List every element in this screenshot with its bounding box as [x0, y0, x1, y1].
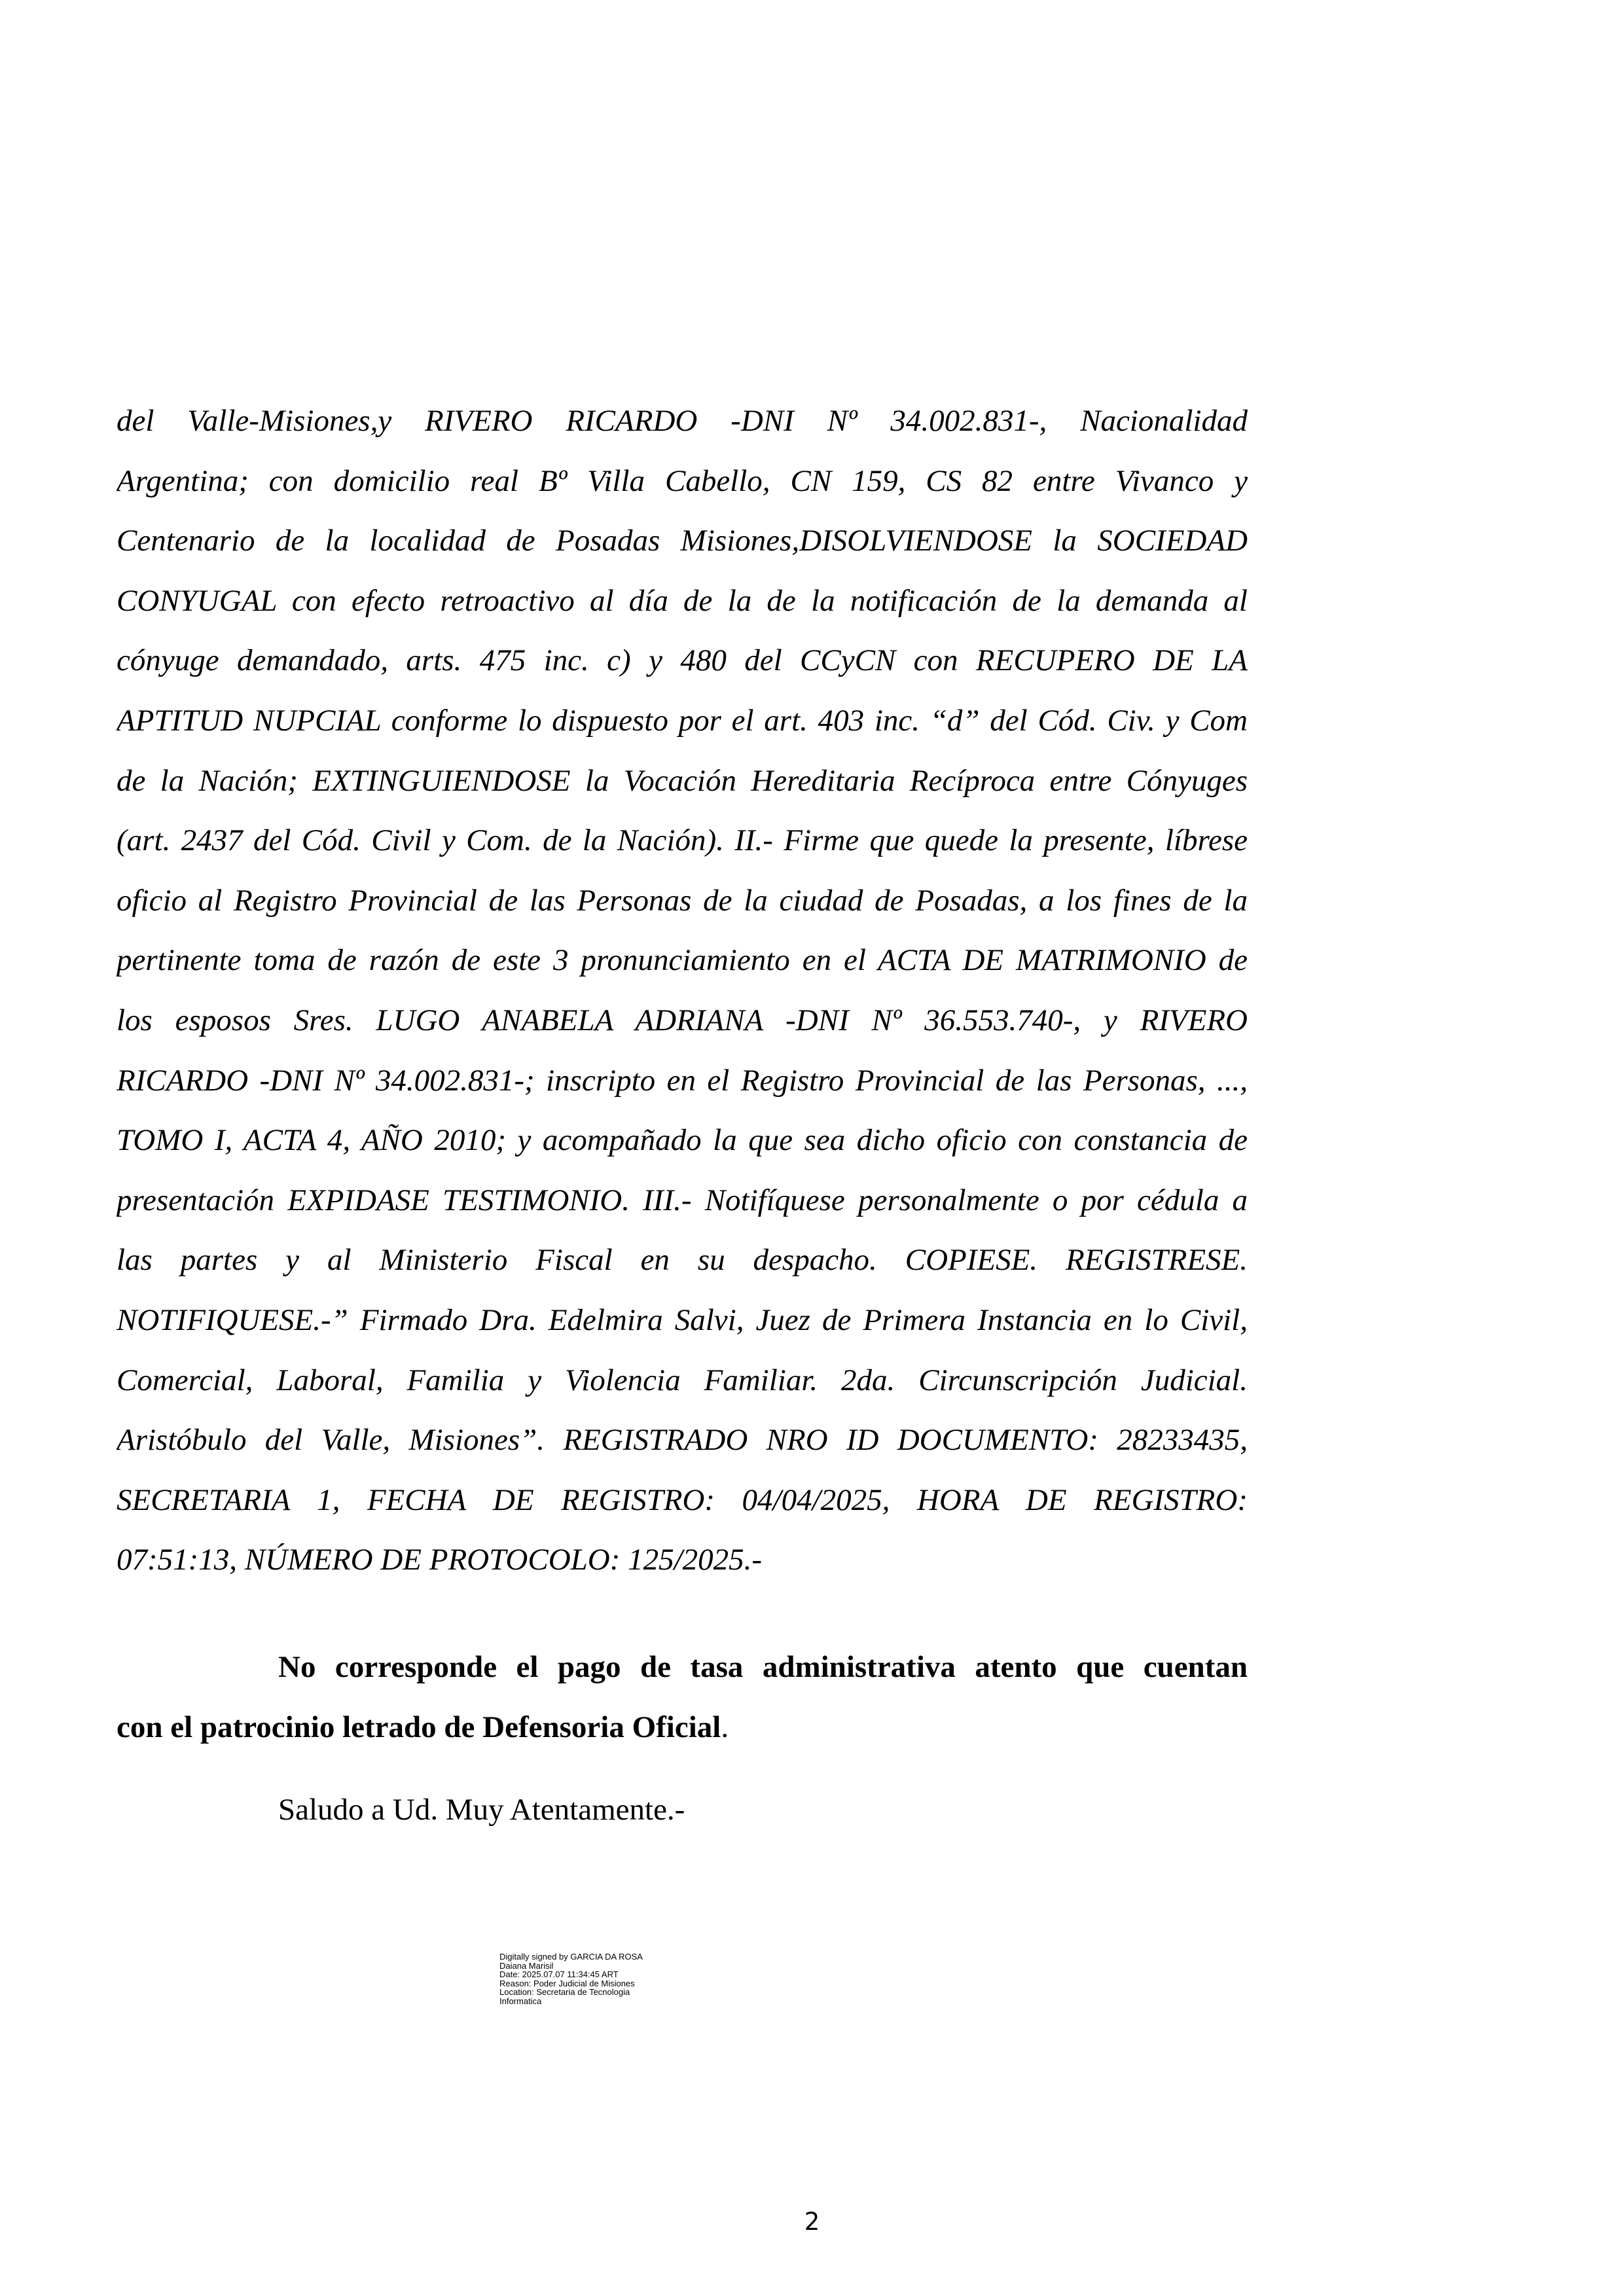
signature-line: Date: 2025.07.07 11:34:45 ART	[499, 1969, 619, 1979]
body-line: Centenario de la localidad de Posadas Misiones,DISOLVIENDOSE la SOCIEDAD	[117, 524, 1248, 558]
fee-notice-line	[117, 1698, 1248, 1758]
body-line: RICARDO -DNI Nº 34.002.831-; inscripto en el Registro Provincial de las Personas, ...,	[117, 1063, 1248, 1098]
body-line: pertinente toma de razón de este 3 pronunciamiento en el ACTA DE MATRIMONIO de	[117, 943, 1248, 978]
signature-line: Informatica	[499, 1996, 542, 2006]
closing-salutation: Saludo a Ud. Muy Atentamente.-	[278, 1793, 685, 1827]
body-line: CONYUGAL con efecto retroactivo al día de la de la notificación de la demanda al	[117, 583, 1248, 618]
body-line: del Valle-Misiones,y RIVERO RICARDO -DNI Nº 34.002.831-, Nacionalidad	[117, 404, 1248, 438]
page-number: 2	[804, 2208, 820, 2236]
fee-notice-period: .	[721, 1710, 729, 1744]
digital-signature-stamp	[499, 1952, 696, 2005]
fee-notice-line: No corresponde el pago de tasa administrativa atento que cuentan	[278, 1650, 1248, 1684]
body-line: Aristóbulo del Valle, Misiones”. REGISTRADO NRO ID DOCUMENTO: 28233435,	[117, 1423, 1248, 1458]
body-line: de la Nación; EXTINGUIENDOSE la Vocación Hereditaria Recíproca entre Cónyuges	[117, 763, 1248, 798]
fee-notice	[117, 1638, 1248, 1757]
body-line: APTITUD NUPCIAL conforme lo dispuesto por el art. 403 inc. “d” del Cód. Civ. y Com	[117, 703, 1248, 738]
body-line: SECRETARIA 1, FECHA DE REGISTRO: 04/04/2025, HORA DE REGISTRO:	[117, 1482, 1248, 1517]
body-line: las partes y al Ministerio Fiscal en su despacho. COPIESE. REGISTRESE.	[117, 1243, 1248, 1278]
signature-line: Daiana Marisil	[499, 1960, 554, 1971]
body-line: NOTIFIQUESE.-” Firmado Dra. Edelmira Salvi, Juez de Primera Instancia en lo Civil,	[117, 1302, 1248, 1337]
body-line: 07:51:13, NÚMERO DE PROTOCOLO: 125/2025.-	[117, 1543, 763, 1577]
body-line: (art. 2437 del Cód. Civil y Com. de la Nación). II.- Firme que quede la presente, líbrese	[117, 823, 1248, 858]
signature-line: Location: Secretaria de Tecnologia	[499, 1987, 630, 1997]
fee-notice-text: con el patrocinio letrado de Defensoria Oficial	[117, 1710, 721, 1744]
body-line: oficio al Registro Provincial de las Personas de la ciudad de Posadas, a los fines de la	[117, 883, 1248, 918]
signature-line: Digitally signed by GARCIA DA ROSA	[499, 1952, 643, 1962]
body-line: Argentina; con domicilio real Bº Villa Cabello, CN 159, CS 82 entre Vivanco y	[117, 463, 1248, 498]
body-line: presentación EXPIDASE TESTIMONIO. III.- Notifíquese personalmente o por cédula a	[117, 1183, 1248, 1217]
body-line: los esposos Sres. LUGO ANABELA ADRIANA -DNI Nº 36.553.740-, y RIVERO	[117, 1003, 1248, 1037]
body-line: Comercial, Laboral, Familia y Violencia Familiar. 2da. Circunscripción Judicial.	[117, 1363, 1248, 1397]
body-line: TOMO I, ACTA 4, AÑO 2010; y acompañado la que sea dicho oficio con constancia de	[117, 1123, 1248, 1158]
body-line: cónyuge demandado, arts. 475 inc. c) y 480 del CCyCN con RECUPERO DE LA	[117, 643, 1248, 678]
resolution-body	[117, 391, 1248, 1590]
signature-line: Reason: Poder Judicial de Misiones	[499, 1978, 635, 1988]
